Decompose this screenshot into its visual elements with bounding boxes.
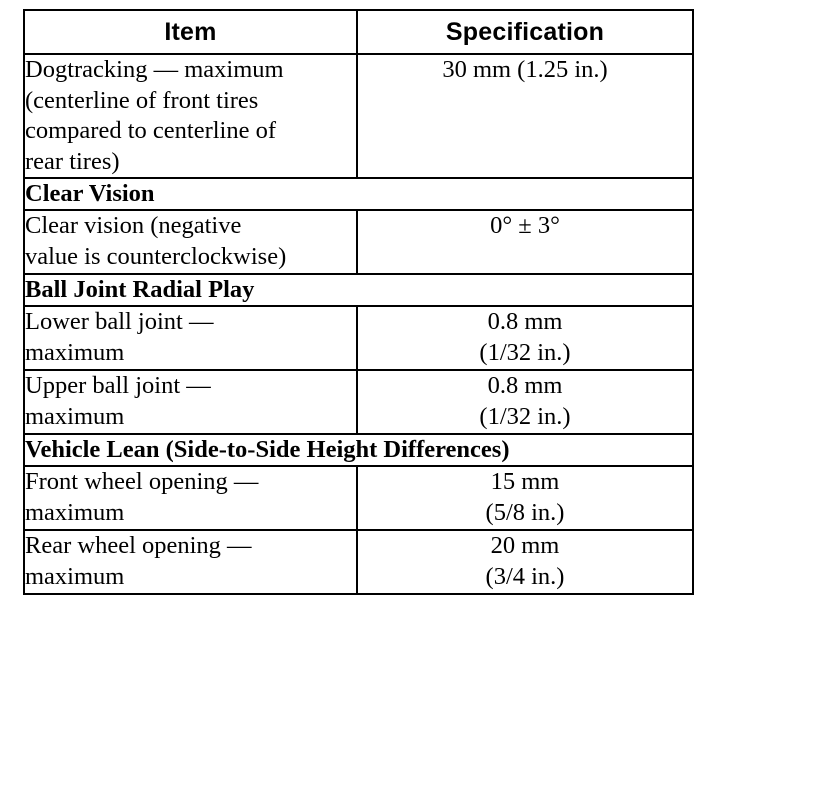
spec-text-line: 15 mm (490, 468, 560, 495)
item-text-line: Clear vision (negative (25, 212, 242, 239)
spec-cell-dogtracking (357, 54, 693, 178)
item-text-line: (centerline of front tires (25, 86, 259, 114)
section-heading-ball-joint: Ball Joint Radial Play (24, 274, 693, 306)
item-text-line: maximum (25, 338, 125, 366)
item-text-line: value is counterclockwise) (25, 242, 287, 270)
section-row-vehicle-lean (24, 434, 693, 466)
item-text-line: Upper ball joint — (25, 372, 211, 399)
section-row-clear-vision (24, 178, 693, 210)
item-text-line: maximum (25, 562, 125, 590)
section-heading-clear-vision: Clear Vision (24, 178, 693, 210)
spec-cell-lower-ball-joint (357, 306, 693, 370)
table-row-rear-wheel-opening (24, 530, 693, 594)
spec-text-line: (3/4 in.) (485, 562, 565, 590)
section-heading-vehicle-lean: Vehicle Lean (Side-to-Side Height Differences) (24, 434, 693, 466)
item-cell-upper-ball-joint (24, 370, 357, 434)
header-specification: Specification (357, 10, 693, 54)
item-cell-lower-ball-joint (24, 306, 357, 370)
item-text-line: maximum (25, 402, 125, 430)
table-row-clear-vision (24, 210, 693, 274)
spec-text-line: 30 mm (1.25 in.) (442, 56, 608, 83)
table-row-lower-ball-joint (24, 306, 693, 370)
spec-text-line: 0.8 mm (487, 372, 563, 399)
table-row-upper-ball-joint (24, 370, 693, 434)
spec-text-line: 0.8 mm (487, 308, 563, 335)
spec-cell-front-wheel-opening (357, 466, 693, 530)
item-cell-dogtracking (24, 54, 357, 178)
item-text-line: Rear wheel opening — (25, 532, 252, 559)
spec-text-line: 0° ± 3° (490, 212, 560, 239)
spec-text-line: (5/8 in.) (485, 498, 565, 526)
item-text-line: maximum (25, 498, 125, 526)
table-row-dogtracking (24, 54, 693, 178)
specification-table (23, 9, 694, 595)
spec-cell-rear-wheel-opening (357, 530, 693, 594)
item-text-line: rear tires) (25, 147, 120, 175)
spec-cell-clear-vision (357, 210, 693, 274)
item-cell-front-wheel-opening (24, 466, 357, 530)
spec-text-line: 20 mm (490, 532, 560, 559)
header-row (24, 10, 693, 54)
header-item: Item (24, 10, 357, 54)
spec-cell-upper-ball-joint (357, 370, 693, 434)
table-row-front-wheel-opening (24, 466, 693, 530)
spec-text-line: (1/32 in.) (479, 402, 571, 430)
item-text-line: compared to centerline of (25, 117, 277, 144)
spec-text-line: (1/32 in.) (479, 338, 571, 366)
item-cell-rear-wheel-opening (24, 530, 357, 594)
item-text-line: Front wheel opening — (25, 468, 259, 495)
item-text-line: Dogtracking — maximum (25, 56, 284, 83)
section-row-ball-joint (24, 274, 693, 306)
item-text-line: Lower ball joint — (25, 308, 214, 335)
item-cell-clear-vision (24, 210, 357, 274)
